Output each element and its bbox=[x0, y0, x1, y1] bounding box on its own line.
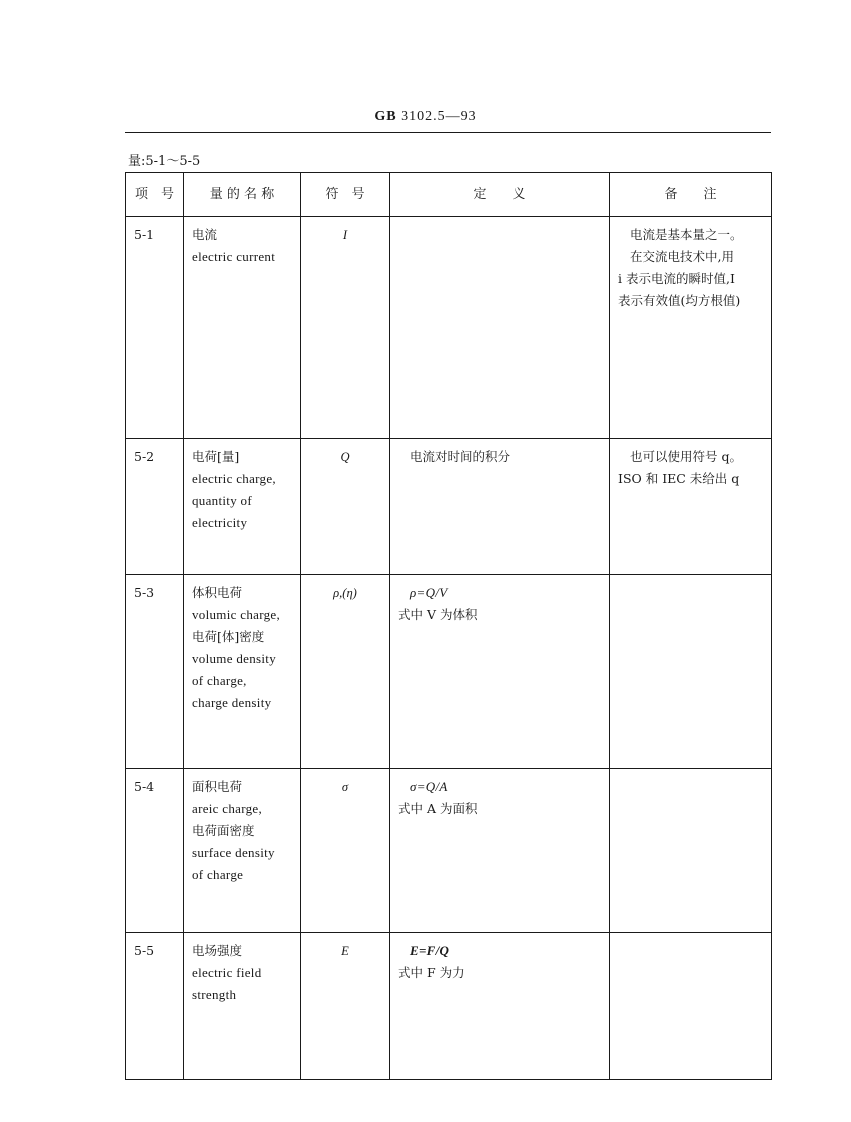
formula: σ=Q/A bbox=[410, 779, 448, 794]
name-line: strength bbox=[192, 987, 237, 1002]
quantity-definition bbox=[390, 439, 610, 575]
quantity-name bbox=[184, 217, 301, 439]
name-line: volumic charge, bbox=[192, 607, 281, 622]
page-header bbox=[0, 109, 851, 125]
name-line: areic charge, bbox=[192, 801, 263, 816]
definition-line: 式中 F 为力 bbox=[398, 965, 465, 980]
item-number: 5-4 bbox=[126, 769, 184, 933]
note-line: i 表示电流的瞬时值,I bbox=[618, 271, 735, 286]
table-row bbox=[126, 769, 772, 933]
name-line: of charge bbox=[192, 867, 244, 882]
column-header-quantity-name: 量 的 名 称 bbox=[184, 173, 301, 217]
quantity-definition bbox=[390, 575, 610, 769]
quantity-symbol: Q bbox=[301, 439, 390, 575]
item-number: 5-3 bbox=[126, 575, 184, 769]
table-row bbox=[126, 575, 772, 769]
quantity-remarks bbox=[610, 439, 772, 575]
name-line: 电荷[量] bbox=[192, 449, 240, 464]
name-line: charge density bbox=[192, 695, 272, 710]
note-line: 在交流电技术中,用 bbox=[630, 249, 734, 264]
quantity-symbol: E bbox=[301, 933, 390, 1080]
table-row bbox=[126, 933, 772, 1080]
column-header-remarks: 备 注 bbox=[610, 173, 772, 217]
quantity-remarks bbox=[610, 575, 772, 769]
name-line: 电场强度 bbox=[192, 943, 243, 958]
note-line: 表示有效值(均方根值) bbox=[618, 293, 741, 308]
quantity-definition bbox=[390, 933, 610, 1080]
name-line: electric field bbox=[192, 965, 262, 980]
standard-number: 3102.5—93 bbox=[401, 109, 477, 124]
name-line: surface density bbox=[192, 845, 275, 860]
name-line: quantity of bbox=[192, 493, 252, 508]
name-line: 面积电荷 bbox=[192, 779, 243, 794]
quantity-definition bbox=[390, 217, 610, 439]
formula: ρ=Q/V bbox=[410, 585, 448, 600]
table-caption: 量:5-1～5-5 bbox=[128, 154, 201, 169]
quantity-name bbox=[184, 933, 301, 1080]
quantity-symbol: I bbox=[301, 217, 390, 439]
note-line: 电流是基本量之一。 bbox=[630, 227, 743, 242]
standard-code: GB bbox=[374, 109, 397, 124]
quantity-name bbox=[184, 439, 301, 575]
name-line: of charge, bbox=[192, 673, 247, 688]
name-line: electric current bbox=[192, 249, 276, 264]
name-line: electricity bbox=[192, 515, 248, 530]
note-line: ISO 和 IEC 未给出 q bbox=[618, 471, 740, 486]
definition-line: 式中 A 为面积 bbox=[398, 801, 478, 816]
column-header-item-number: 项 号 bbox=[126, 173, 184, 217]
quantity-remarks bbox=[610, 217, 772, 439]
formula: E=F/Q bbox=[410, 943, 450, 958]
quantity-remarks bbox=[610, 769, 772, 933]
name-line: volume density bbox=[192, 651, 276, 666]
table-row bbox=[126, 439, 772, 575]
name-line: electric charge, bbox=[192, 471, 276, 486]
quantity-name bbox=[184, 769, 301, 933]
definition-line: 式中 V 为体积 bbox=[398, 607, 478, 622]
table-header-row bbox=[126, 173, 772, 217]
quantity-symbol: σ bbox=[301, 769, 390, 933]
column-header-symbol: 符 号 bbox=[301, 173, 390, 217]
name-line: 体积电荷 bbox=[192, 585, 243, 600]
name-line: 电荷[体]密度 bbox=[192, 629, 265, 644]
item-number: 5-5 bbox=[126, 933, 184, 1080]
quantity-symbol: ρ,(η) bbox=[301, 575, 390, 769]
table-row bbox=[126, 217, 772, 439]
header-rule bbox=[125, 132, 771, 133]
definition-line: 电流对时间的积分 bbox=[410, 449, 511, 464]
column-header-definition: 定 义 bbox=[390, 173, 610, 217]
note-line: 也可以使用符号 q。 bbox=[630, 449, 742, 464]
item-number: 5-1 bbox=[126, 217, 184, 439]
name-line: 电流 bbox=[192, 227, 218, 242]
quantity-remarks bbox=[610, 933, 772, 1080]
item-number: 5-2 bbox=[126, 439, 184, 575]
quantity-table bbox=[125, 172, 772, 1080]
name-line: 电荷面密度 bbox=[192, 823, 255, 838]
quantity-name bbox=[184, 575, 301, 769]
quantity-definition bbox=[390, 769, 610, 933]
